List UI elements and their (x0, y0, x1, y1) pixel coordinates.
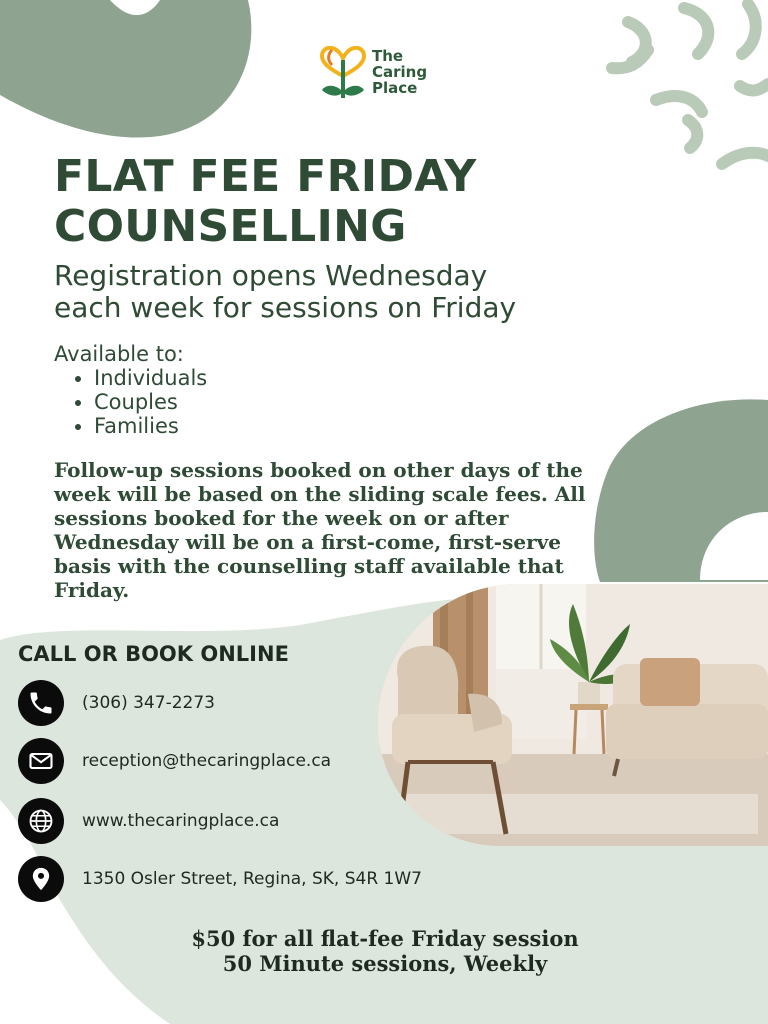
subtitle-line-1: Registration opens Wednesday (54, 259, 488, 292)
list-item: • Couples (94, 390, 207, 414)
location-pin-icon (18, 856, 64, 902)
contact-website[interactable] (18, 798, 279, 844)
title-line-1: FLAT FEE FRIDAY (54, 151, 477, 202)
list-item: • Individuals (94, 366, 207, 390)
availability-section (54, 342, 207, 438)
followup-line: Friday. (54, 578, 130, 602)
followup-line: Wednesday will be on a first-come, first-serve (54, 530, 561, 554)
top-left-blob (0, 0, 251, 138)
contact-address[interactable] (18, 856, 422, 902)
followup-paragraph (54, 458, 614, 602)
availability-heading: Available to: (54, 342, 184, 366)
globe-icon (18, 798, 64, 844)
availability-list (54, 366, 207, 438)
followup-line: week will be based on the sliding scale fees. All (54, 482, 586, 506)
pricing-info (150, 926, 620, 976)
street-address[interactable]: 1350 Osler Street, Regina, SK, S4R 1W7 (82, 869, 422, 889)
followup-line: Follow-up sessions booked on other days of the (54, 458, 583, 482)
logo-line-1: The (372, 47, 404, 65)
website-url[interactable]: www.thecaringplace.ca (82, 811, 280, 831)
phone-number[interactable]: (306) 347-2273 (82, 693, 215, 713)
logo (318, 44, 448, 104)
followup-line: sessions booked for the week on or after (54, 506, 509, 530)
subtitle (54, 260, 516, 324)
living-room-illustration (378, 584, 768, 846)
contact-phone[interactable] (18, 680, 215, 726)
phone-icon (18, 680, 64, 726)
page-title (54, 152, 477, 252)
logo-text (372, 48, 427, 96)
pricing-line-2: 50 Minute sessions, Weekly (222, 951, 548, 976)
heart-flower-logo-icon (318, 46, 368, 102)
title-line-2: COUNSELLING (54, 201, 407, 252)
contact-heading: CALL OR BOOK ONLINE (18, 642, 289, 666)
pricing-line-1: $50 for all flat-fee Friday session (191, 926, 579, 951)
top-right-squiggles (612, 4, 768, 164)
contact-email[interactable] (18, 738, 331, 784)
living-room-photo (378, 584, 768, 846)
list-item: • Families (94, 414, 207, 438)
email-address[interactable]: reception@thecaringplace.ca (82, 751, 332, 771)
logo-line-3: Place (372, 79, 418, 97)
followup-line: basis with the counselling staff available that (54, 554, 564, 578)
logo-line-2: Caring (372, 63, 428, 81)
mail-icon (18, 738, 64, 784)
subtitle-line-2: each week for sessions on Friday (54, 291, 517, 324)
